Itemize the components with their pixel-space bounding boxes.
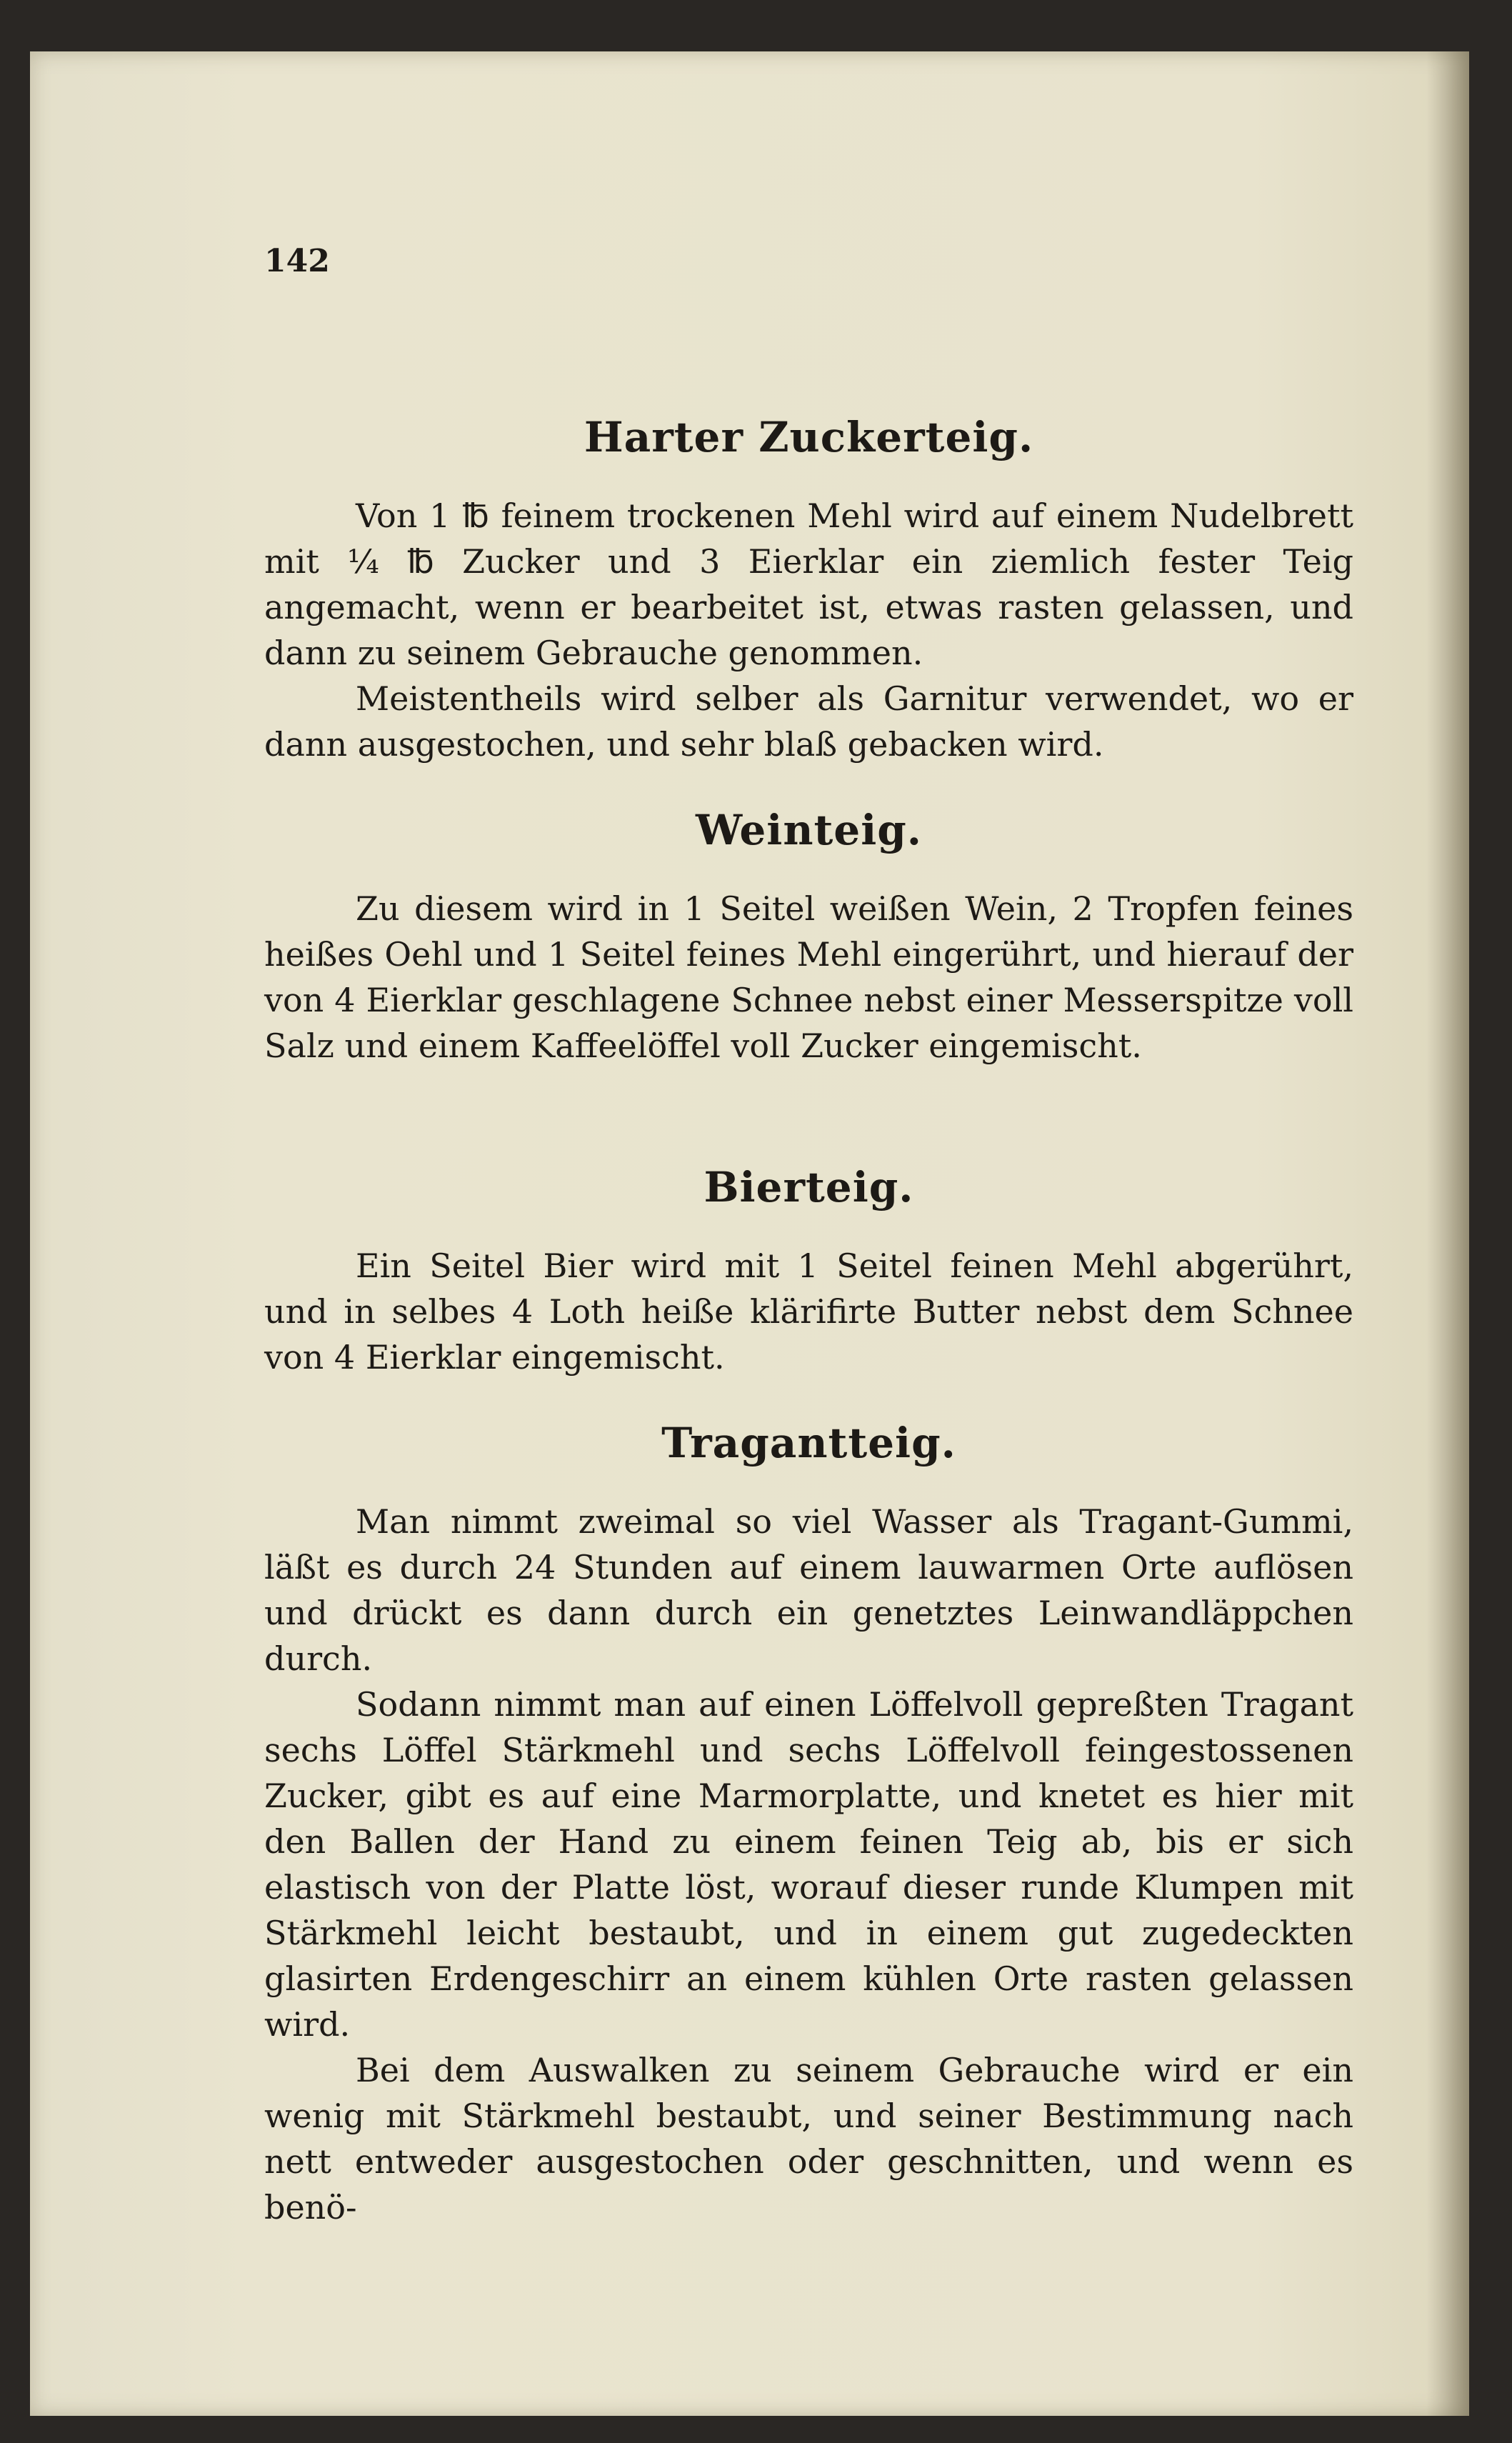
section-weinteig <box>264 801 1353 1069</box>
section-harter-zuckerteig <box>264 409 1353 767</box>
section-tragantteig <box>264 1414 1353 2230</box>
section-title: Bierteig. <box>704 1163 914 1211</box>
paragraph: Meistentheils wird selber als Garnitur verwendet, wo er dann ausgestochen, und sehr blaß gebacken wird. <box>264 679 1353 764</box>
paragraph: Von 1 ℔ feinem trockenen Mehl wird auf einem Nudelbrett mit ¼ ℔ Zucker und 3 Eierklar ein ziemlich fester Teig angemacht, wenn er bearbeitet ist, etwas rasten gelassen, und dann zu seinem Gebrauche genommen. <box>264 496 1353 672</box>
section-title: Harter Zuckerteig. <box>584 413 1034 461</box>
paragraph: Ein Seitel Bier wird mit 1 Seitel feinen Mehl abgerührt, und in selbes 4 Loth heiße klärifirte Butter nebst dem Schnee von 4 Eierklar eingemischt. <box>264 1247 1353 1377</box>
section-bierteig <box>264 1159 1353 1380</box>
book-page <box>30 51 1469 2416</box>
paragraph: Man nimmt zweimal so viel Wasser als Tragant-Gummi, läßt es durch 24 Stunden auf einem lauwarmen Orte auflösen und drückt es dann durch ein genetztes Leinwandläppchen durch. <box>264 1502 1353 1678</box>
page-edge-shadow <box>1426 51 1469 2416</box>
paragraph: Sodann nimmt man auf einen Löffelvoll gepreßten Tragant sechs Löffel Stärkmehl und sechs Löffelvoll feingestossenen Zucker, gibt es auf eine Marmorplatte, und knetet es hier mit den Ballen der Hand zu einem feinen Teig ab, bis er sich elastisch von der Platte löst, worauf dieser runde Klumpen mit Stärkmehl leicht bestaubt, und in einem gut zugedeckten glasirten Erdengeschirr an einem kühlen Orte rasten gelassen wird. <box>264 1685 1353 2044</box>
paragraph: Bei dem Auswalken zu seinem Gebrauche wird er ein wenig mit Stärkmehl bestaubt, und seiner Bestimmung nach nett entweder ausgestochen oder geschnitten, und wenn es benö- <box>264 2051 1353 2227</box>
page-number: 142 <box>264 243 330 279</box>
section-title: Weinteig. <box>696 806 922 854</box>
section-title: Tragantteig. <box>661 1419 956 1467</box>
paragraph: Zu diesem wird in 1 Seitel weißen Wein, 2 Tropfen feines heißes Oehl und 1 Seitel feines Mehl eingerührt, und hierauf der von 4 Eierklar geschlagene Schnee nebst einer Messerspitze voll Salz und einem Kaffeelöffel voll Zucker eingemischt. <box>264 889 1353 1065</box>
